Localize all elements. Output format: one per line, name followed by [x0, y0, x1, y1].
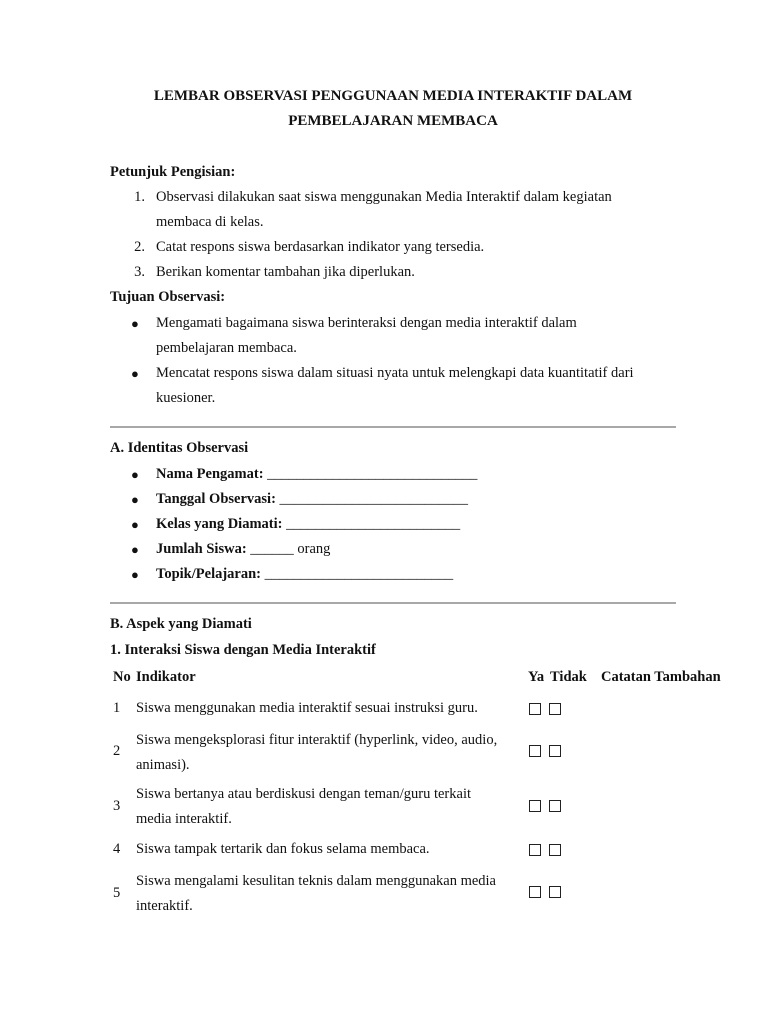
table-header-tidak: Tidak: [550, 669, 587, 685]
field-suffix: orang: [297, 541, 331, 557]
table-row-indikator: Siswa tampak tertarik dan fokus selama membaca.: [136, 841, 430, 857]
bullet-icon: ●: [131, 316, 139, 331]
table-row-indikator-continued: animasi).: [136, 757, 190, 773]
table-header-catatan: Catatan Tambahan: [601, 669, 721, 685]
bullet-icon: ●: [131, 467, 139, 482]
document-title-line-2: PEMBELAJARAN MEMBACA: [288, 113, 498, 129]
table-row-indikator: Siswa mengalami kesulitan teknis dalam menggunakan media: [136, 873, 496, 889]
ya-checkbox[interactable]: [529, 703, 541, 715]
field-label: Tanggal Observasi:: [156, 491, 276, 507]
tujuan-heading: Tujuan Observasi:: [110, 289, 226, 305]
tujuan-item-text: Mengamati bagaimana siswa berinteraksi dengan media interaktif dalam: [156, 315, 577, 331]
identitas-field-topik: [156, 566, 453, 583]
table-row-number: 2: [113, 743, 121, 759]
tidak-checkbox[interactable]: [549, 745, 561, 757]
tidak-checkbox[interactable]: [549, 886, 561, 898]
table-row-number: 1: [113, 700, 121, 716]
bullet-icon: ●: [131, 492, 139, 507]
petunjuk-item-number: 1.: [134, 189, 145, 205]
table-row-indikator: Siswa menggunakan media interaktif sesuai instruksi guru.: [136, 700, 478, 716]
tidak-checkbox[interactable]: [549, 844, 561, 856]
table-row-indikator-continued: interaktif.: [136, 898, 193, 914]
table-row-indikator-continued: media interaktif.: [136, 811, 232, 827]
field-blank[interactable]: __________________________: [279, 491, 469, 507]
identitas-field-tanggal-observasi: [156, 491, 468, 508]
document-title-line-1: LEMBAR OBSERVASI PENGGUNAAN MEDIA INTERAKTIF DALAM: [153, 88, 633, 104]
table-header-indikator: Indikator: [136, 669, 196, 685]
bullet-icon: ●: [131, 366, 139, 381]
ya-checkbox[interactable]: [529, 886, 541, 898]
bullet-icon: ●: [131, 517, 139, 532]
table-row-number: 5: [113, 885, 121, 901]
field-label: Nama Pengamat:: [156, 466, 264, 482]
field-label: Jumlah Siswa:: [156, 541, 247, 557]
petunjuk-item-number: 3.: [134, 264, 145, 280]
identitas-heading: A. Identitas Observasi: [110, 440, 249, 456]
bullet-icon: ●: [131, 542, 139, 557]
tidak-checkbox[interactable]: [549, 800, 561, 812]
field-label: Kelas yang Diamati:: [156, 516, 283, 532]
field-blank[interactable]: __________________________: [264, 566, 454, 582]
table-row-indikator: Siswa bertanya atau berdiskusi dengan teman/guru terkait: [136, 786, 472, 802]
identitas-field-kelas: [156, 516, 460, 533]
petunjuk-heading: Petunjuk Pengisian:: [110, 164, 236, 180]
ya-checkbox[interactable]: [529, 800, 541, 812]
table-row-indikator: Siswa mengeksplorasi fitur interaktif (hyperlink, video, audio,: [136, 732, 498, 748]
aspek-heading: B. Aspek yang Diamati: [110, 616, 252, 632]
field-blank[interactable]: ________________________: [286, 516, 461, 532]
identitas-field-jumlah-siswa: [156, 541, 330, 558]
field-blank[interactable]: _____________________________: [267, 466, 478, 482]
petunjuk-item-text: Observasi dilakukan saat siswa menggunakan Media Interaktif dalam kegiatan: [156, 189, 612, 205]
tujuan-item-text: Mencatat respons siswa dalam situasi nyata untuk melengkapi data kuantitatif dari: [156, 365, 634, 381]
petunjuk-item-text: Berikan komentar tambahan jika diperlukan.: [156, 264, 415, 280]
field-label: Topik/Pelajaran:: [156, 566, 262, 582]
field-blank[interactable]: ______: [250, 541, 294, 557]
section-divider: [110, 426, 676, 428]
table-row-number: 3: [113, 798, 121, 814]
ya-checkbox[interactable]: [529, 844, 541, 856]
table-header-ya: Ya: [528, 669, 545, 685]
petunjuk-item-number: 2.: [134, 239, 145, 255]
section-divider: [110, 602, 676, 604]
ya-checkbox[interactable]: [529, 745, 541, 757]
bullet-icon: ●: [131, 567, 139, 582]
tujuan-item-text-continued: kuesioner.: [156, 390, 216, 406]
tujuan-item-text-continued: pembelajaran membaca.: [156, 340, 297, 356]
petunjuk-item-text: Catat respons siswa berdasarkan indikator yang tersedia.: [156, 239, 485, 255]
table-header-no: No: [113, 669, 131, 685]
aspek-subheading: 1. Interaksi Siswa dengan Media Interaktif: [110, 642, 376, 658]
petunjuk-item-text-continued: membaca di kelas.: [156, 214, 264, 230]
identitas-field-nama-pengamat: [156, 466, 477, 483]
tidak-checkbox[interactable]: [549, 703, 561, 715]
table-row-number: 4: [113, 841, 121, 857]
